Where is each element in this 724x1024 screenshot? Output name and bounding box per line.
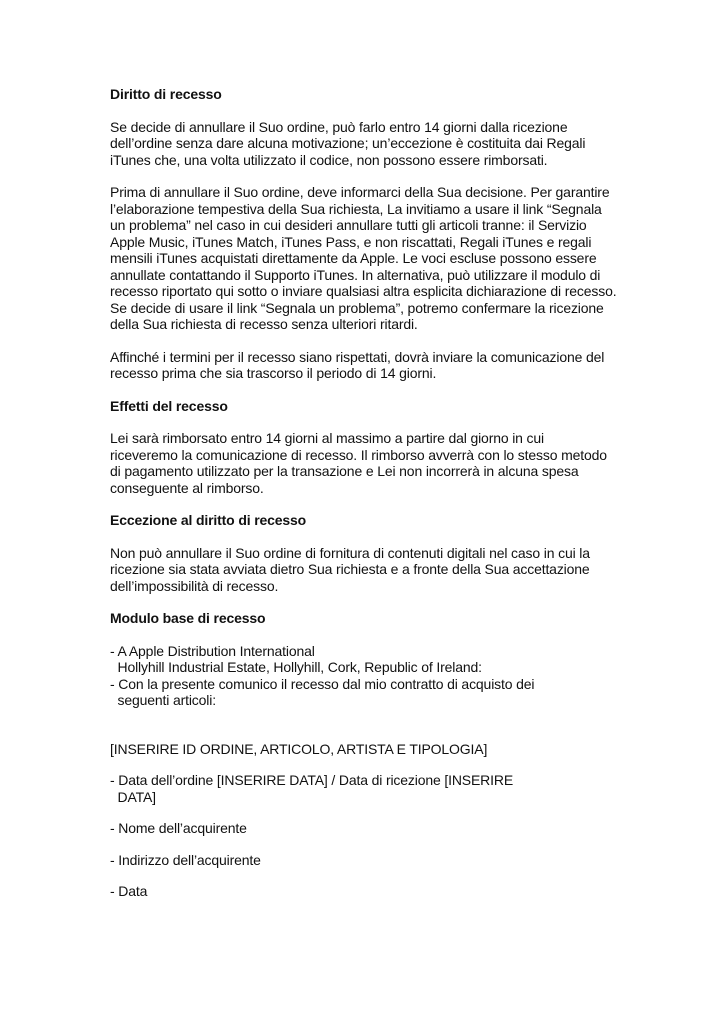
text-line: - Con la presente comunico il recesso dal mio contratto di acquisto dei bbox=[110, 675, 535, 692]
text-line: dell’impossibilità di recesso. bbox=[110, 577, 279, 594]
text-line: seguenti articoli: bbox=[110, 692, 216, 708]
text-line: l’elaborazione tempestiva della Sua richiesta, La invitiamo a usare il link “Segnala bbox=[110, 200, 602, 217]
text-line: un problema” nel caso in cui desideri annullare tutti gli articoli tranne: il Servizio bbox=[110, 217, 587, 233]
list-item-buyer-address: - Indirizzo dell’acquirente bbox=[110, 851, 261, 868]
text-line: riceveremo la comunicazione di recesso. Il rimborso avverrà con lo stesso metodo bbox=[110, 446, 607, 463]
text-line: ricezione sia stata avviata dietro Sua richiesta e a fronte della Sua accettazione bbox=[110, 561, 590, 577]
text-line: Lei sarà rimborsato entro 14 giorni al massimo a partire dal giorno in cui bbox=[110, 430, 545, 446]
text-line: Se decide di usare il link “Segnala un problema”, potremo confermare la ricezione bbox=[110, 299, 604, 316]
text-line: DATA] bbox=[110, 788, 156, 805]
text-line: - A Apple Distribution International bbox=[110, 642, 315, 659]
list-item-recipient bbox=[110, 643, 620, 676]
text-line: annullate contattando il Supporto iTunes. In alternativa, può utilizzare il modulo di bbox=[110, 266, 601, 283]
text-line: Hollyhill Industrial Estate, Hollyhill, Cork, Republic of Ireland: bbox=[110, 659, 482, 675]
placeholder-order-details: [INSERIRE ID ORDINE, ARTICOLO, ARTISTA E TIPOLOGIA] bbox=[110, 740, 488, 757]
list-item-buyer-name: - Nome dell’acquirente bbox=[110, 820, 247, 836]
text-line: di pagamento utilizzato per la transazione e Lei non incorrerà in alcuna spesa bbox=[110, 463, 579, 479]
heading-effetti-del-recesso: Effetti del recesso bbox=[110, 397, 228, 414]
paragraph-effetti bbox=[110, 430, 620, 496]
paragraph-diritto-3 bbox=[110, 349, 620, 382]
text-line: Affinché i termini per il recesso siano rispettati, dovrà inviare la comunicazione del bbox=[110, 348, 605, 365]
text-line: recesso prima che sia trascorso il periodo di 14 giorni. bbox=[110, 365, 437, 381]
text-line: Se decide di annullare il Suo ordine, può farlo entro 14 giorni dalla ricezione bbox=[110, 118, 568, 135]
paragraph-eccezione bbox=[110, 545, 620, 595]
text-line: - Data dell’ordine [INSERIRE DATA] / Data di ricezione [INSERIRE bbox=[110, 772, 514, 788]
document-page bbox=[110, 86, 620, 900]
heading-modulo-base: Modulo base di recesso bbox=[110, 610, 266, 626]
text-line: della Sua richiesta di recesso senza ulteriori ritardi. bbox=[110, 316, 418, 332]
heading-eccezione: Eccezione al diritto di recesso bbox=[110, 512, 307, 528]
text-line: Non può annullare il Suo ordine di fornitura di contenuti digitali nel caso in cui la bbox=[110, 544, 590, 561]
list-item-order-date bbox=[110, 772, 620, 805]
paragraph-diritto-1 bbox=[110, 119, 620, 169]
text-line: recesso riportato qui sotto o inviare qualsiasi altra esplicita dichiarazione di recesso. bbox=[110, 283, 617, 299]
text-line: mensili iTunes acquistati direttamente da Apple. Le voci escluse possono essere bbox=[110, 250, 597, 266]
text-line: Prima di annullare il Suo ordine, deve informarci della Sua decisione. Per garantire bbox=[110, 184, 610, 200]
text-line: iTunes che, una volta utilizzato il codice, non possono essere rimborsati. bbox=[110, 151, 548, 168]
list-item-date: - Data bbox=[110, 883, 148, 899]
paragraph-diritto-2 bbox=[110, 184, 620, 333]
heading-diritto-di-recesso: Diritto di recesso bbox=[110, 86, 222, 102]
text-line: Apple Music, iTunes Match, iTunes Pass, e non riscattati, Regali iTunes e regali bbox=[110, 233, 592, 250]
text-line: dell’ordine senza dare alcuna motivazione; un’eccezione è costituita dai Regali bbox=[110, 135, 586, 151]
text-line: conseguente al rimborso. bbox=[110, 479, 264, 496]
list-item-statement bbox=[110, 676, 620, 709]
